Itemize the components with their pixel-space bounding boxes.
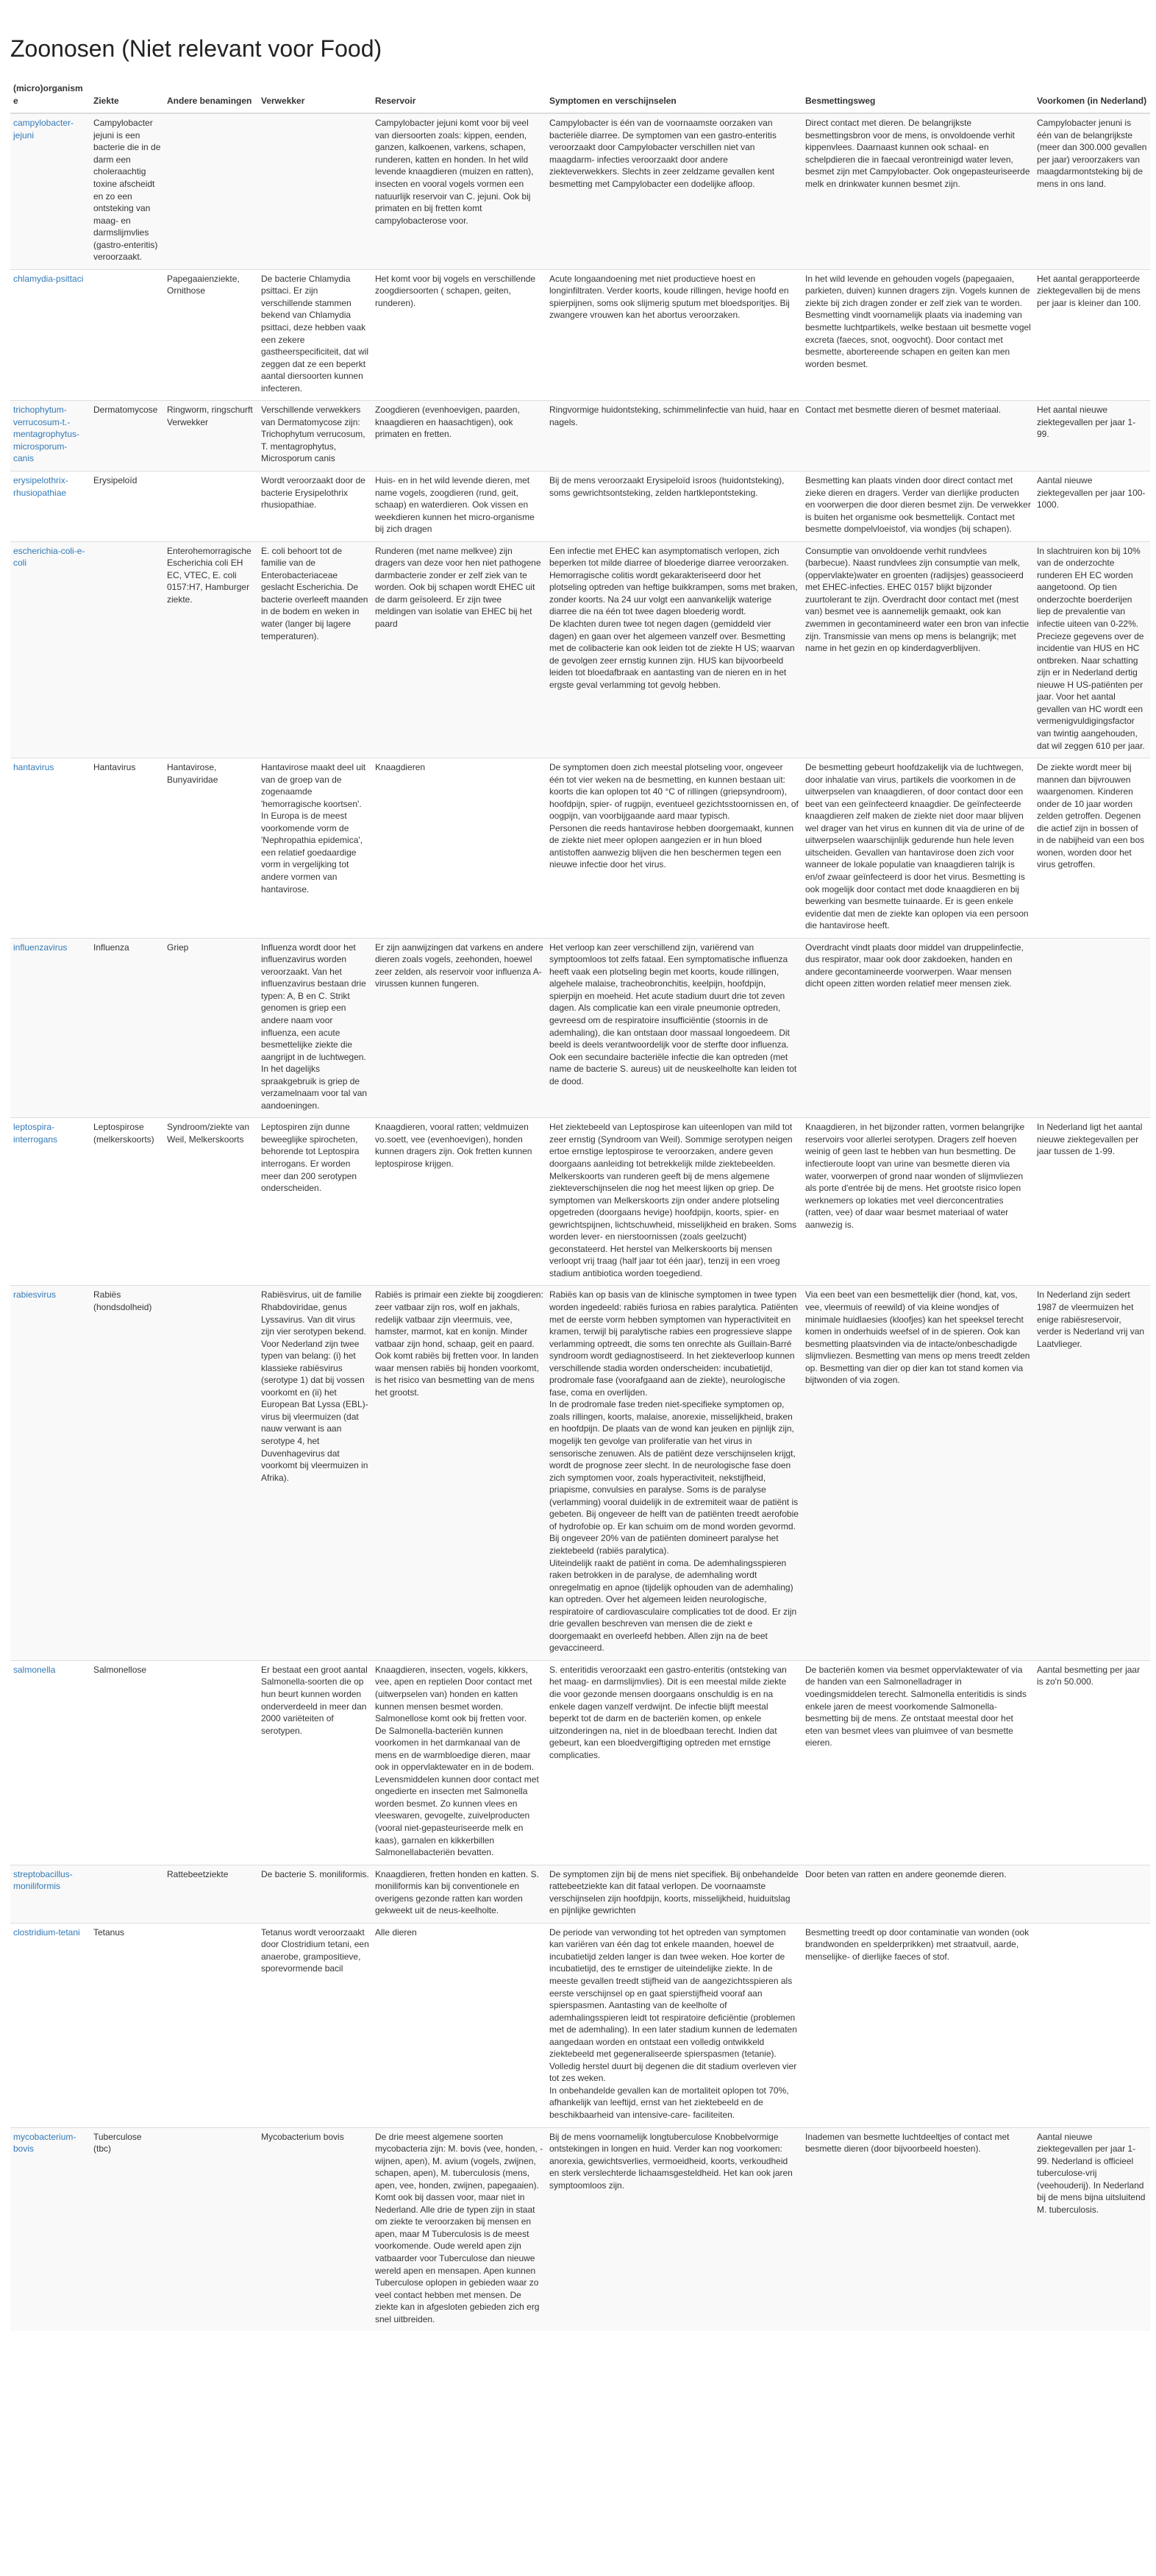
agent-cell: Er bestaat een groot aantal Salmonella-soorten die op hun beurt kunnen worden onderverdeeld in meer dan 2000 variëteiten of serotypen. xyxy=(258,1660,372,1865)
other-names-cell: Rattebeetziekte xyxy=(164,1865,258,1923)
zoonoses-table xyxy=(10,79,1150,2331)
table-row xyxy=(10,758,1150,939)
reservoir-cell: Runderen (met name melkvee) zijn dragers van deze voor hen niet pathogene darmbacterie zonder er zelf ziek van te worden. Ook bij schapen wordt EHEC uit de darm geïsoleerd. Er zijn twee meldingen van isolatie van EHEC bij het paard xyxy=(372,541,546,758)
organism-link[interactable]: erysipelothrix-rhusiopathiae xyxy=(13,475,68,498)
page-title: Zoonosen (Niet relevant voor Food) xyxy=(10,35,382,62)
occurrence-cell: Het aantal nieuwe ziektegevallen per jaar 1-99. xyxy=(1034,401,1150,472)
transmission-cell: Direct contact met dieren. De belangrijkste besmettingsbron voor de mens, is onvoldoende verhit kippenvlees. Daarnaast kunnen ook schaal- en schelpdieren die in faecaal verontreinigd water leven, besmet zijn met Campylobacter. Ook ongepasteuriseerde melk en drinkwater kunnen besmet zijn. xyxy=(802,113,1034,269)
occurrence-cell xyxy=(1034,1865,1150,1923)
organism-link[interactable]: influenzavirus xyxy=(13,942,68,953)
other-names-cell: Enterohemorragische Escherichia coli EH EC, VTEC, E. coli 0157:H7, Hamburger ziekte. xyxy=(164,541,258,758)
organism-link[interactable]: leptospira-interrogans xyxy=(13,1122,58,1145)
occurrence-cell: Het aantal gerapporteerde ziektegevallen bij de mens per jaar is kleiner dan 100. xyxy=(1034,269,1150,400)
reservoir-cell: Er zijn aanwijzingen dat varkens en andere dieren zoals vogels, zeehonden, hoewel zeer zelden, als reservoir voor influenza A-virussen kunnen fungeren. xyxy=(372,938,546,1118)
symptoms-cell: Ringvormige huidontsteking, schimmelinfectie van huid, haar en nagels. xyxy=(546,401,802,472)
disease-cell xyxy=(90,269,164,400)
agent-cell: Rabiësvirus, uit de familie Rhabdoviridae, genus Lyssavirus. Van dit virus zijn vier serotypen bekend. Voor Nederland zijn twee typen van belang: (i) het klassieke rabiësvirus (serotype 1) dat bij vossen voorkomt en (ii) het European Bat Lyssa (EBL)- virus bij vleermuizen (dat nauw verwant is aan serotype 4, het Duvenhagevirus dat voorkomt bij vleermuizen in Afrika). xyxy=(258,1286,372,1660)
agent-cell: Tetanus wordt veroorzaakt door Clostridium tetani, een anaerobe, grampositieve, sporevormende bacil xyxy=(258,1923,372,2127)
symptoms-cell: De symptomen zijn bij de mens niet specifiek. Bij onbehandelde rattebeetziekte kan dit fataal verlopen. De voornaamste verschijnselen zijn hoofdpijn, koorts, misselijkheid, huiduitslag en pijnlijke gewrichten xyxy=(546,1865,802,1923)
other-names-cell xyxy=(164,1286,258,1660)
col-header-occurrence: Voorkomen (in Nederland) xyxy=(1034,79,1150,113)
table-row xyxy=(10,113,1150,269)
agent-cell: Influenza wordt door het influenzavirus worden veroorzaakt. Van het influenzavirus bestaan drie typen: A, B en C. Strikt genomen is griep een andere naam voor influenza, een acute besmettelijke ziekte die aangrijpt in de luchtwegen. In het dagelijks spraakgebruik is griep de verzamelnaam voor tal van aandoeningen. xyxy=(258,938,372,1118)
agent-cell: Wordt veroorzaakt door de bacterie Erysipelothrix rhusiopathiae. xyxy=(258,472,372,542)
transmission-cell: Knaagdieren, in het bijzonder ratten, vormen belangrijke reservoirs voor allerlei serotypen. Dragers zelf hoeven weinig of geen last te hebben van hun besmetting. De infectieroute loopt van urine van besmette dieren via water, voorwerpen of grond naar wonden of slijmvliezen als porte d'entrée bij de mens. Het grootste risico lopen werknemers op lokaties met veel dierconcentraties (ratten, vee) of daar waar besmet materiaal of water aanwezig is. xyxy=(802,1118,1034,1286)
occurrence-cell: In slachtruiren kon bij 10% van de onderzochte runderen EH EC worden aangetoond. Op tien onderzochte boerderijen liep de prevalentie van infectie uiteen van 0-22%. Precieze gegevens over de incidentie van HUS en HC ontbreken. Naar schatting zijn er in Nederland dertig nieuwe H US-patiënten per jaar. Voor het aantal gevallen van HC wordt een vermenigvuldigingsfactor van twintig aangehouden, dat wil zeggen 610 per jaar. xyxy=(1034,541,1150,758)
table-row xyxy=(10,269,1150,400)
other-names-cell: Hantavirose, Bunyaviridae xyxy=(164,758,258,939)
agent-cell: Hantavirose maakt deel uit van de groep van de zogenaamde 'hemorragische koortsen'. In Europa is de meest voorkomende vorm de 'Nephropathia epidemica', een relatief goedaardige vorm in vergelijking tot andere vormen van hantavirose. xyxy=(258,758,372,939)
disease-cell: Campylobacter jejuni is een bacterie die in de darm een choleraachtig toxine afscheidt en zo een ontsteking van maag- en darmslijmvlies (gastro-enteritis) veroorzaakt. xyxy=(90,113,164,269)
disease-cell: Dermatomycose xyxy=(90,401,164,472)
transmission-cell: Besmetting treedt op door contaminatie van wonden (ook brandwonden en spelderprikken) met straatvuil, aarde, menselijke- of dierlijke faeces of stof. xyxy=(802,1923,1034,2127)
table-body xyxy=(10,113,1150,2331)
col-header-organism: (micro)organisme xyxy=(10,79,90,113)
other-names-cell xyxy=(164,2127,258,2331)
table-row xyxy=(10,938,1150,1118)
agent-cell: Verschillende verwekkers van Dermatomycose zijn: Trichophytum verrucosum, T. mentagrophytus, Microsporum canis xyxy=(258,401,372,472)
transmission-cell: In het wild levende en gehouden vogels (papegaaien, parkieten, duiven) kunnen dragers zijn. Vogels kunnen de ziekte bij zich dragen zonder er zelf ziek van te worden. Besmetting vindt voornamelijk plaats via inademing van besmette luchtpartikels, welke bestaan uit besmette vogel excreta (faeces, snot, oogvocht). Door contact met besmette, abortereende schapen en geiten kan men worden besmet. xyxy=(802,269,1034,400)
reservoir-cell: Knaagdieren, insecten, vogels, kikkers, vee, apen en reptielen Door contact met (uitwerpselen van) honden en katten kunnen mensen besmet worden. Salmonellose komt ook bij fretten voor. De Salmonella-bacteriën kunnen voorkomen in het darmkanaal van de mens en de warmbloedige dieren, maar ook in oppervlaktewater en in de bodem. Levensmiddelen kunnen door contact met ongedierte en insecten met Salmonella worden besmet. Zo kunnen vlees en vleeswaren, gevogelte, zuivelproducten (vooral niet-gepasteuriseerde melk en kaas), garnalen en kikkerbillen Salmonellabacteriën bevatten. xyxy=(372,1660,546,1865)
col-header-disease: Ziekte xyxy=(90,79,164,113)
table-row xyxy=(10,1923,1150,2127)
organism-link[interactable]: clostridium-tetani xyxy=(13,1926,80,1938)
table-row xyxy=(10,1660,1150,1865)
organism-link[interactable]: trichophytum-verrucosum-t.-mentagrophytus-microsporum-canis xyxy=(13,405,80,464)
organism-link[interactable]: mycobacterium-bovis xyxy=(13,2131,76,2155)
col-header-other-names: Andere benamingen xyxy=(164,79,258,113)
organism-link[interactable]: escherichia-coli-e-coli xyxy=(13,545,85,569)
agent-cell xyxy=(258,113,372,269)
symptoms-cell: De symptomen doen zich meestal plotseling voor, ongeveer één tot vier weken na de besmetting, en kunnen bestaan uit: koorts die kan oplopen tot 40 °C of rillingen (griepsyndroom), hoofdpijn, spier- of rugpijn, eventueel gezichtsstoornissen en, of oogpijn, van voorbijgaande aard maar typisch. Personen die reeds hantavirose hebben doorgemaakt, kunnen de ziekte niet meer oplopen aangezien er in hun bloed antistoffen aanwezig blijven die hen beschermen tegen een nieuwe infectie door het virus. xyxy=(546,758,802,939)
other-names-cell xyxy=(164,1923,258,2127)
symptoms-cell: Campylobacter is één van de voornaamste oorzaken van bacteriële diarree. De symptomen van een gastro-enteritis veroorzaakt door Campylobacter verschillen niet van maagdarm- infecties veroorzaakt door andere ziekteverwekkers. Slechts in zeer zeldzame gevallen kent besmetting met Campylobacter een dodelijke afloop. xyxy=(546,113,802,269)
symptoms-cell: Het verloop kan zeer verschillend zijn, variërend van symptoomloos tot zelfs fataal. Een symptomatische influenza heeft vaak een plotseling begin met koorts, koude rillingen, algehele malaise, tracheobronchitis, keelpijn, hoofdpijn, spierpijn en moeheid. Het acute stadium duurt drie tot zeven dagen. Als complicatie kan een virale pneumonie optreden, gevreesd om de respiratoire insufficiëntie (stoornis in de ademhaling), die kan ontstaan door massaal longoedeem. Dit beeld is deels verantwoordelijk voor de sterfte door influenza. Ook een secundaire bacteriële infectie die kan optreden (met name de bacterie S. aureus) uit de neuskeelholte kan leiden tot de dood. xyxy=(546,938,802,1118)
occurrence-cell: De ziekte wordt meer bij mannen dan bijvrouwen waargenomen. Kinderen onder de 10 jaar worden zelden getroffen. Degenen die actief zijn in bossen of in de nabijheid van een bos wonen, worden door het virus getroffen. xyxy=(1034,758,1150,939)
table-row xyxy=(10,1865,1150,1923)
reservoir-cell: Knaagdieren, vooral ratten; veldmuizen vo.soett, vee (evenhoevigen), honden kunnen dragers zijn. Ook fretten kunnen leptospirose krijgen. xyxy=(372,1118,546,1286)
disease-cell: Salmonellose xyxy=(90,1660,164,1865)
other-names-cell: Papegaaienziekte, Ornithose xyxy=(164,269,258,400)
other-names-cell: Syndroom/ziekte van Weil, Melkerskoorts xyxy=(164,1118,258,1286)
disease-cell xyxy=(90,541,164,758)
transmission-cell: Overdracht vindt plaats door middel van druppelinfectie, dus respirator, maar ook door zakdoeken, handen en andere gecontamineerde voorwerpen. Waar mensen dicht opeen zitten worden relatief meer mensen ziek. xyxy=(802,938,1034,1118)
agent-cell: De bacterie S. moniliformis. xyxy=(258,1865,372,1923)
disease-cell: Tuberculose (tbc) xyxy=(90,2127,164,2331)
occurrence-cell xyxy=(1034,1923,1150,2127)
table-row xyxy=(10,472,1150,542)
other-names-cell: Griep xyxy=(164,938,258,1118)
col-header-symptoms: Symptomen en verschijnselen xyxy=(546,79,802,113)
other-names-cell xyxy=(164,1660,258,1865)
agent-cell: De bacterie Chlamydia psittaci. Er zijn verschillende stammen bekend van Chlamydia psittaci, deze hebben vaak een zekere gastheerspecificiteit, dat wil zeggen dat ze een beperkt aantal diersoorten kunnen infecteren. xyxy=(258,269,372,400)
disease-cell xyxy=(90,1865,164,1923)
symptoms-cell: Het ziektebeeld van Leptospirose kan uiteenlopen van mild tot zeer ernstig (Syndroom van Weil). Sommige serotypen neigen ertoe ernstige leptospirose te veroorzaken, andere geven doorgaans aanleiding tot betrekkelijk milde ziektebeelden. Melkerskoorts van runderen geeft bij de mens algemene ziekteverschijnselen die nog het meest lijken op griep. De symptomen van Melkerskoorts zijn onder andere plotseling opgetreden (doorgaans hevige) hoofdpijn, koorts, spier- en gewrichtspijnen, lichtschuwheid, misselijkheid en braken. Soms worden lever- en nierstoornissen (zoals geelzucht) geconstateerd. Het herstel van Melkerskoorts bij mensen verloopt vrij traag (half jaar tot één jaar), tenzij in een vroeg stadium antibiotica worden toegediend. xyxy=(546,1118,802,1286)
disease-cell: Rabiës (hondsdolheid) xyxy=(90,1286,164,1660)
occurrence-cell: Campylobacter jenuni is één van de belangrijkste (meer dan 300.000 gevallen per jaar) veroorzakers van maagdarmontsteking bij de mens in ons land. xyxy=(1034,113,1150,269)
organism-link[interactable]: rabiesvirus xyxy=(13,1289,57,1301)
table-row xyxy=(10,2127,1150,2331)
col-header-transmission: Besmettingsweg xyxy=(802,79,1034,113)
reservoir-cell: Het komt voor bij vogels en verschillende zoogdiersoorten ( schapen, geiten, runderen). xyxy=(372,269,546,400)
col-header-reservoir: Reservoir xyxy=(372,79,546,113)
symptoms-cell: Acute longaandoening met niet productieve hoest en longinfiltraten. Verder koorts, koude rillingen, hevige hoofd en spierpijnen, soms ook slijmerig sputum met bloedsporitjes. Bij zwangere vrouwen kan het abortus veroorzaken. xyxy=(546,269,802,400)
disease-cell: Tetanus xyxy=(90,1923,164,2127)
occurrence-cell: Aantal nieuwe ziektegevallen per jaar 100-1000. xyxy=(1034,472,1150,542)
transmission-cell: De bacteriën komen via besmet oppervlaktewater of via de handen van een Salmonelladrager in voedingsmiddelen terecht. Salmonella enteritidis is sinds enkele jaren de meest voorkomende Salmonella-besmetting bij de mens. Ze ontstaat meestal door het eten van besmet vlees van pluimvee of van besmette eieren. xyxy=(802,1660,1034,1865)
disease-cell: Leptospirose (melkerskoorts) xyxy=(90,1118,164,1286)
organism-link[interactable]: salmonella xyxy=(13,1664,56,1675)
organism-link[interactable]: chlamydia-psittaci xyxy=(13,273,84,284)
transmission-cell: Via een beet van een besmettelijk dier (hond, kat, vos, vee, vleermuis of reewild) of via kleine wondjes of minimale huidlaesies (kloofjes) kan het speeksel terecht komen in onderhuids weefsel of in de spieren. Ook kan besmetting plaatsvinden via de intacte/onbeschadigde slijmvliezen. Besmetting van mens op mens treedt zelden op. Besmetting van dier op dier kan tot stand komen via bijtwonden of via zogen. xyxy=(802,1286,1034,1660)
occurrence-cell xyxy=(1034,938,1150,1118)
reservoir-cell: Campylobacter jejuni komt voor bij veel van diersoorten zoals: kippen, eenden, ganzen, kalkoenen, varkens, schapen, runderen, katten en honden. In het wild levende knaagdieren (muizen en ratten), insecten en vooral vogels vormen een natuurlijk reservoir van C. jejuni. Ook bij primaten en bij fretten komt campylobacterose voor. xyxy=(372,113,546,269)
agent-cell: Mycobacterium bovis xyxy=(258,2127,372,2331)
disease-cell: Influenza xyxy=(90,938,164,1118)
transmission-cell: Besmetting kan plaats vinden door direct contact met zieke dieren en dragers. Verder van dierlijke producten en voorwerpen die door dieren besmet zijn. De verwekker is buiten het organisme ook besmettelijk. Contact met besmette dompelvloeistof, via wondjes (bij schapen). xyxy=(802,472,1034,542)
organism-link[interactable]: campylobacter-jejuni xyxy=(13,118,74,140)
occurrence-cell: In Nederland zijn sedert 1987 de vleermuizen het enige rabiësreservoir, verder is Nederland vrij van Laatvlieger. xyxy=(1034,1286,1150,1660)
organism-link[interactable]: streptobacillus-moniliformis xyxy=(13,1868,73,1892)
transmission-cell: Consumptie van onvoldoende verhit rundvlees (barbecue). Naast rundvlees zijn consumptie van melk, (oppervlakte)water en groenten (radijsjes) geassocieerd met EHEC-infecties. EHEC 0157 blijkt bijzonder zuurtolerant te zijn. Overdracht door contact met (mest van) besmet vee is aannemelijk gemaakt, ook kan zwemmen in gecontamineerd water een bron van infectie zijn. Transmissie van mens op mens is belangrijk; met name in het gezin en op kinderdagverblijven. xyxy=(802,541,1034,758)
table-row xyxy=(10,1118,1150,1286)
reservoir-cell: De drie meest algemene soorten mycobacteria zijn: M. bovis (vee, honden, - wijnen, apen), M. avium (vogels, zwijnen, schapen, apen), M. tuberculosis (mens, apen, vee, honden, zwijnen, papegaaien). Komt ook bij dassen voor, maar niet in Nederland. Alle drie de typen zijn in staat om ziekte te veroorzaken bij mensen en apen, maar M Tuberculosis is de meest voorkomende. Oude wereld apen zijn vatbaarder voor Tuberculose dan nieuwe wereld apen en mensapen. Apen kunnen Tuberculose oplopen in gebieden waar zo veel contact hebben met mensen. De ziekte kan in afgesloten gebieden zich erg snel uitbreiden. xyxy=(372,2127,546,2331)
disease-cell: Hantavirus xyxy=(90,758,164,939)
disease-cell: Erysipeloïd xyxy=(90,472,164,542)
symptoms-cell: Een infectie met EHEC kan asymptomatisch verlopen, zich beperken tot milde diarree of bloederige diarree veroorzaken. Hemorragische colitis wordt gekarakteriseerd door het plotseling optreden van heftige buikkrampen, soms met braken, zonder koorts. Na 24 uur volgt een aanvankelijk waterige diarree die na één tot twee dagen bloederig wordt. De klachten duren twee tot negen dagen (gemiddeld vier dagen) en gaan over het algemeen vanzelf over. Besmetting met de colibacterie kan ook leiden tot de ziekte H US; waarvan de gevolgen zeer ernstig kunnen zijn. HUS kan bijvoorbeeld leiden tot bloedafbraak en aantasting van de nieren en in het ergste geval verlamming tot gevolg hebben. xyxy=(546,541,802,758)
organism-link[interactable]: hantavirus xyxy=(13,762,54,773)
reservoir-cell: Knaagdieren, fretten honden en katten. S. moniliformis kan bij conventionele en overigens gezonde ratten kan worden gekweekt uit de neus-keelholte. xyxy=(372,1865,546,1923)
reservoir-cell: Rabiës is primair een ziekte bij zoogdieren: zeer vatbaar zijn ros, wolf en jakhals, redelijk vatbaar zijn vleermuis, vee, hamster, marmot, kat en konijn. Minder vatbaar zijn hond, schaap, geit en paard. Ook komt rabiës bij fretten voor. In landen waar mensen rabiës bij honden voorkomt, is het risico van besmetting van de mens het grootst. xyxy=(372,1286,546,1660)
col-header-agent: Verwekker xyxy=(258,79,372,113)
other-names-cell xyxy=(164,472,258,542)
symptoms-cell: Bij de mens voornamelijk longtuberculose Knobbelvormige ontstekingen in longen en huid. Verder kan nog voorkomen: anorexia, gewichtsverlies, vermoeidheid, koorts, verkoudheid en sterk verslechterde lichaamsgesteldheid. Het kan ook jaren symptoomloos zijn. xyxy=(546,2127,802,2331)
transmission-cell: De besmetting gebeurt hoofdzakelijk via de luchtwegen, door inhalatie van virus, partikels die voorkomen in de uitwerpselen van knaagdieren, of door contact door een beet van een geïnfecteerd knaagdier. De geïnfecteerde knaagdieren zelf maken de ziekte niet door maar blijven wel drager van het virus en kunnen dit via de urine of de uitwerpselen waarschijnlijk gedurende hun hele leven uitscheiden. Gevallen van hantavirose doen zich voor wanneer de lokale populatie van knaagdieren talrijk is en/of zwaar geïnfecteerd is door het virus. Besmetting is ook mogelijk door contact met dode knaagdieren en bij bewerking van besmette tuinaarde. Er is geen enkele evidentie dat men de ziekte kan oplopen via een persoon die hantavirose heeft. xyxy=(802,758,1034,939)
reservoir-cell: Knaagdieren xyxy=(372,758,546,939)
symptoms-cell: De periode van verwonding tot het optreden van symptomen kan variëren van één dag tot enkele maanden, hoewel de incubatietijd zelden langer is dan twee weken. Hoe korter de incubatietijd, des te ernstiger de uiteindelijke ziekte. In de meeste gevallen treedt stijfheid van de aangezichtsspieren als eerste verschijnsel op en gaat spierstijfheid vooraf aan spierspasmen. Aantasting van de keelholte of ademhalingsspieren leidt tot respiratoire deficiëntie (problemen met de ademhaling). In een later stadium kunnen de ledematen aangedaan worden en ontstaat een volledig ontwikkeld ziektebeeld met gegeneraliseerde spierspasmen (tetanie). Volledig herstel duurt bij degenen die dit stadium overleven vier tot zes weken. In onbehandelde gevallen kan de mortaliteit oplopen tot 70%, afhankelijk van leeftijd, ernst van het ziektebeeld en de beschikbaarheid van intensive-care- faciliteiten. xyxy=(546,1923,802,2127)
reservoir-cell: Zoogdieren (evenhoevigen, paarden, knaagdieren en haasachtigen), ook primaten en fretten. xyxy=(372,401,546,472)
reservoir-cell: Huis- en in het wild levende dieren, met name vogels, zoogdieren (rund, geit, schaap) en waterdieren. Ook vissen en weekdieren kunnen het micro-organisme bij zich dragen xyxy=(372,472,546,542)
reservoir-cell: Alle dieren xyxy=(372,1923,546,2127)
agent-cell: E. coli behoort tot de familie van de Enterobacteriaceae geslacht Escherichia. De bacterie overleeft maanden in de bodem en weken in water (langer bij lagere temperaturen). xyxy=(258,541,372,758)
occurrence-cell: Aantal besmetting per jaar is zo'n 50.000. xyxy=(1034,1660,1150,1865)
occurrence-cell: Aantal nieuwe ziektegevallen per jaar 1-99. Nederland is officieel tuberculose-vrij (veehouderij). In Nederland bij de mens bijna uitsluitend M. tuberculosis. xyxy=(1034,2127,1150,2331)
table-row xyxy=(10,401,1150,472)
symptoms-cell: S. enteritidis veroorzaakt een gastro-enteritis (ontsteking van het maag- en darmslijmvlies). Dit is een meestal milde ziekte die voor gezonde mensen doorgaans onschuldig is en na enkele dagen vanzelf verdwijnt. De infectie blijft meestal beperkt tot de darm en de bacteriën komen, op enkele uitzonderingen na, niet in de bloedbaan terecht. Indien dat gebeurt, kan een bloedvergiftiging optreden met ernstige complicaties. xyxy=(546,1660,802,1865)
occurrence-cell: In Nederland ligt het aantal nieuwe ziektegevallen per jaar tussen de 1-99. xyxy=(1034,1118,1150,1286)
transmission-cell: Inademen van besmette luchtdeeltjes of contact met besmette dieren (door bijvoorbeeld hoesten). xyxy=(802,2127,1034,2331)
table-row xyxy=(10,541,1150,758)
symptoms-cell: Rabiës kan op basis van de klinische symptomen in twee typen worden ingedeeld: rabiës furiosa en rabies paralytica. Patiënten met de eerste vorm hebben symptomen van hyperactiviteit en kramen, terwijl bij paralytische rabies een progressieve slappe verlamming optreedt, die soms ten onrechte als Guillain-Barré syndroom wordt gediagnostiseerd. In het ziekteverloop kunnen verschillende stadia worden onderscheiden: incubatietijd, prodromale fase (voorafgaand aan de ziekte), neurologische fase, coma en overlijden. In de prodromale fase treden niet-specifieke symptomen op, zoals rillingen, koorts, malaise, anorexie, misselijkheid, braken en hoofdpijn. De plaats van de wond kan jeuken en pijnlijk zijn, mogelijk ten gevolge van proliferatie van het virus in sensorische zenuwen. Als de patiënt deze verschijnselen krijgt, wordt de prognose zeer slecht. In de neurologische fase doen zich symptomen voor, zoals hyperactiviteit, nekstijfheid, priapisme, convulsies en paralyse. Soms is de paralyse (verlamming) vooral duidelijk in de extremiteit waar de patiënt is gebeten. Bij ongeveer de helft van de patiënten treedt aerofobie of hydrofobie op. Er kan schuim om de mond worden gevormd. Bij ongeveer 20% van de patiënten domineert paralyse het ziektebeeld (rabiës paralytica). Uiteindelijk raakt de patiënt in coma. De ademhalingsspieren raken betrokken in de paralyse, de ademhaling wordt onregelmatig en apnoe (tijdelijk ophouden van de ademhaling) kan optreden. Over het algemeen leiden neurologische, respiratoire of cardiovasculaire complicaties tot de dood. Er zijn drie gevallen beschreven van mensen die de ziekt e doorgemaakt en overleefd hebben. Allen zijn na de beet gevaccineerd. xyxy=(546,1286,802,1660)
table-header-row xyxy=(10,79,1150,113)
transmission-cell: Door beten van ratten en andere geonemde dieren. xyxy=(802,1865,1034,1923)
transmission-cell: Contact met besmette dieren of besmet materiaal. xyxy=(802,401,1034,472)
agent-cell: Leptospiren zijn dunne beweeglijke spirocheten, behorende tot Leptospira interrogans. Er worden meer dan 200 serotypen onderscheiden. xyxy=(258,1118,372,1286)
symptoms-cell: Bij de mens veroorzaakt Erysipeloïd ìsroos (huidontsteking), soms gewrichtsontsteking, zelden hartklepontsteking. xyxy=(546,472,802,542)
other-names-cell xyxy=(164,113,258,269)
other-names-cell: Ringworm, ringschurft Verwekker xyxy=(164,401,258,472)
table-row xyxy=(10,1286,1150,1660)
